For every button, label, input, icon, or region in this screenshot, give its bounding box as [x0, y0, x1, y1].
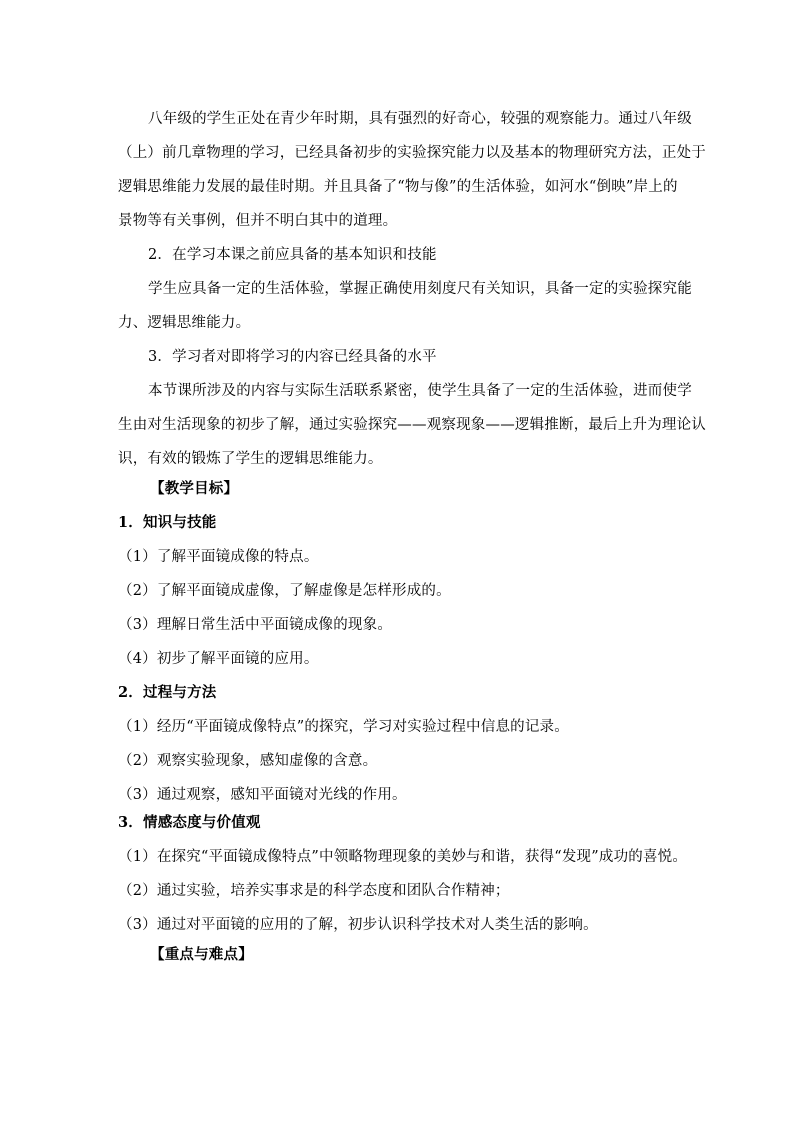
text-line: 学生应具备一定的生活体验，掌握正确使用刻度尺有关知识，具备一定的实验探究能	[148, 281, 692, 297]
list-item: （2）了解平面镜成虚像，了解虚像是怎样形成的。	[118, 583, 451, 599]
item3-heading: 3．学习者对即将学习的内容已经具备的水平	[148, 349, 437, 365]
section1-items	[118, 540, 678, 676]
text-line: 八年级的学生正处在青少年时期，具有强烈的好奇心，较强的观察能力。通过八年级	[148, 111, 692, 127]
text-line: （上）前几章物理的学习，已经具备初步的实验探究能力以及基本的物理研究方法，正处于	[118, 145, 706, 161]
section3-title: 3．情感态度与价值观	[118, 814, 261, 831]
list-item: （1）在探究“平面镜成像特点”中领略物理现象的美妙与和谐，获得“发现”成功的喜悦。	[118, 849, 688, 865]
section2-items	[118, 710, 678, 812]
list-item: （2）通过实验，培养实事求是的科学态度和团队合作精神；	[118, 883, 510, 899]
list-item: （3）通过观察，感知平面镜对光线的作用。	[118, 787, 407, 803]
list-item: （4）初步了解平面镜的应用。	[118, 651, 319, 667]
teaching-goals-heading: 【教学目标】	[150, 480, 239, 497]
text-line: 景物等有关事例，但并不明白其中的道理。	[118, 213, 398, 229]
text-line: 本节课所涉及的内容与实际生活联系紧密，使学生具备了一定的生活体验，进而使学	[148, 383, 692, 399]
section1-title: 1．知识与技能	[118, 514, 217, 531]
item2-heading: 2．在学习本课之前应具备的基本知识和技能	[148, 247, 437, 263]
text-line: 逻辑思维能力发展的最佳时期。并且具备了“物与像”的生活体验，如河水“倒映”岸上的	[118, 179, 678, 195]
list-item: （2）观察实验现象，感知虚像的含意。	[118, 753, 378, 769]
list-item: （1）经历“平面镜成像特点”的探究，学习对实验过程中信息的记录。	[118, 719, 569, 735]
text-line: 识，有效的锻炼了学生的逻辑思维能力。	[118, 451, 383, 467]
text-line: 生由对生活现象的初步了解，通过实验探究——观察现象——逻辑推断，最后上升为理论认	[118, 417, 706, 433]
learner-features-paragraph	[118, 102, 706, 238]
list-item: （3）理解日常生活中平面镜成像的现象。	[118, 617, 393, 633]
item3-body	[118, 374, 706, 476]
section2-title: 2．过程与方法	[118, 684, 217, 701]
list-item: （3）通过对平面镜的应用的了解，初步认识科学技术对人类生活的影响。	[118, 917, 598, 933]
item2-body	[118, 272, 692, 340]
list-item: （1）了解平面镜成像的特点。	[118, 549, 319, 565]
key-points-heading: 【重点与难点】	[150, 946, 253, 963]
text-line: 力、逻辑思维能力。	[118, 315, 251, 331]
section3-items	[118, 840, 688, 942]
